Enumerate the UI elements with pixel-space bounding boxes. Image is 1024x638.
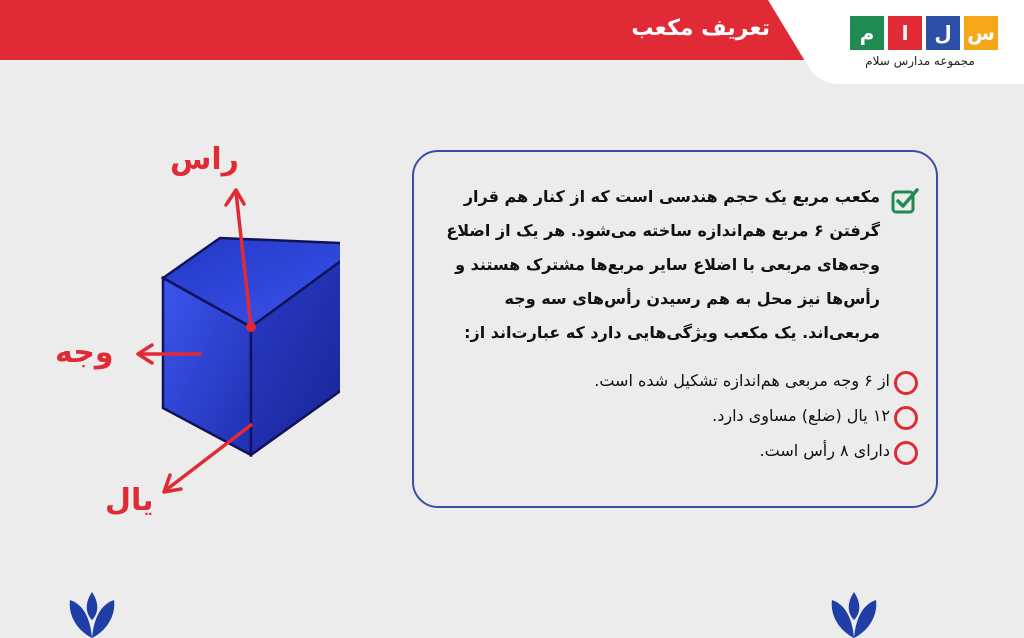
logo-tile-1: م: [850, 16, 884, 50]
bullet-ring-icon: [894, 371, 918, 395]
logo-tile-2: ا: [888, 16, 922, 50]
check-square-icon: [890, 186, 920, 216]
page-title: تعریف مکعب: [631, 16, 770, 41]
face-label: وجه: [55, 335, 114, 370]
logo-tile-3: ل: [926, 16, 960, 50]
vertex-point: [246, 322, 256, 332]
edge-arrow: [166, 425, 251, 490]
bullet-ring-icon: [894, 441, 918, 465]
logo-caption: مجموعه مدارس سلام: [865, 54, 975, 68]
definition-paragraph: مکعب مربع یک حجم هندسی است که از کنار هم قرار گرفتن ۶ مربع هم‌اندازه ساخته می‌شود. هر یک از اضلاع وجه‌های مربعی با اضلاع سایر مربع‌ها مشترک هستند و رأس‌ها نیز محل به هم رسیدن رأس‌های سه وجه مربعی‌اند. یک مکعب ویژگی‌هایی دارد که عبارت‌اند از:: [446, 187, 880, 342]
list-item: از ۶ وجه مربعی هم‌اندازه تشکیل شده است.: [594, 371, 890, 390]
brand-logo: [850, 16, 998, 50]
list-item: دارای ۸ رأس است.: [759, 441, 890, 460]
list-item: ۱۲ یال (ضلع) مساوی دارد.: [712, 406, 890, 425]
leaf-icon: [66, 590, 118, 638]
logo-tile-4: س: [964, 16, 998, 50]
edge-label: یال: [105, 483, 154, 518]
bullet-ring-icon: [894, 406, 918, 430]
vertex-label: راس: [170, 142, 239, 177]
leaf-icon: [828, 590, 880, 638]
cube-diagram: [40, 130, 340, 530]
